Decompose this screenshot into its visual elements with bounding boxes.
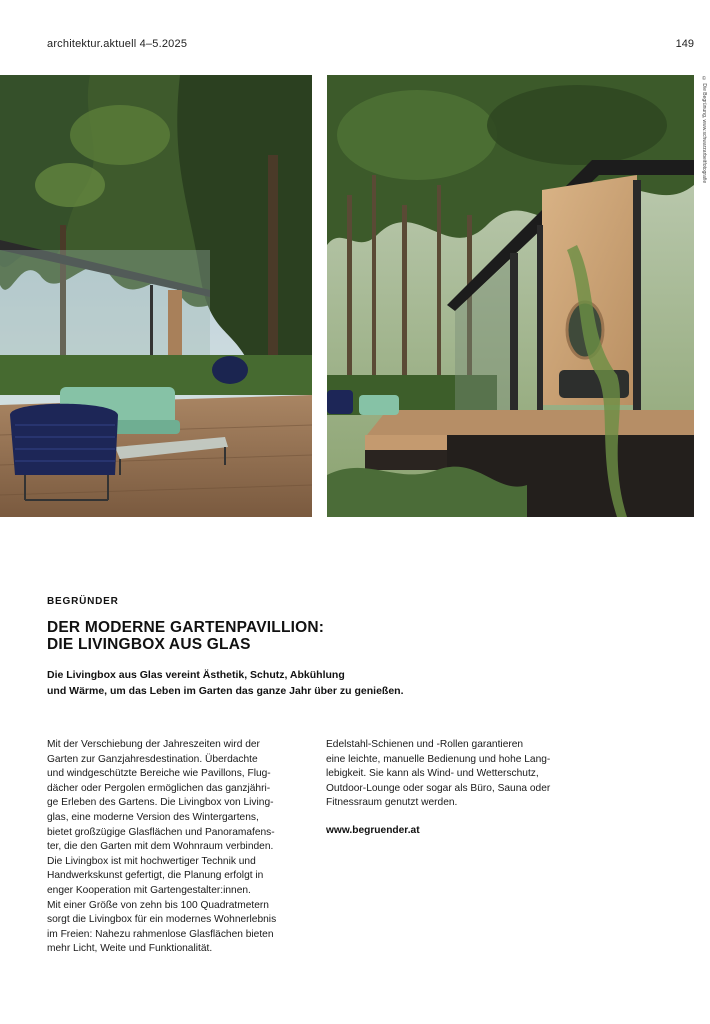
body-line: dächer oder Pergolen ermöglichen das ganzjähri- — [47, 782, 271, 794]
headline-line-1: DER MODERNE GARTENPAVILLION: — [47, 619, 325, 636]
article-headline — [47, 619, 467, 653]
body-line: im Freien: Nahezu rahmenlose Glasflächen bieten — [47, 928, 274, 940]
body-line: enger Kooperation mit Gartengestalter:innen. — [47, 884, 251, 896]
body-column-right — [326, 738, 588, 811]
body-line: Mit der Verschiebung der Jahreszeiten wird der — [47, 739, 260, 750]
body-line: Edelstahl-Schienen und -Rollen garantieren — [326, 739, 524, 750]
body-line: ge Erleben des Gartens. Die Livingbox von Living- — [47, 797, 274, 809]
body-line: ter, die den Garten mit dem Wohnraum verbinden. — [47, 841, 274, 853]
body-line: glas, eine moderne Version des Wintergartens, — [47, 811, 259, 823]
body-line: Mit einer Größe von zehn bis 100 Quadratmetern — [47, 899, 269, 911]
page-header-magazine: architektur.aktuell 4–5.2025 — [47, 38, 188, 50]
article-lead — [47, 667, 447, 699]
body-line: Die Livingbox ist mit hochwertiger Technik und — [47, 855, 256, 867]
page-number: 149 — [675, 38, 694, 50]
body-line: lebigkeit. Sie kann als Wind- und Wetterschutz, — [326, 768, 539, 780]
body-line: bietet großzügige Glasflächen und Panoramafens- — [47, 826, 275, 838]
body-line: Fitnessraum genutzt werden. — [326, 797, 458, 809]
body-line: sorgt die Livingbox für ein modernes Wohnerlebnis — [47, 914, 277, 926]
lead-line-1: Die Livingbox aus Glas vereint Ästhetik, Schutz, Abkühlung — [47, 669, 345, 681]
photo-wooden-pavilion-forest — [327, 75, 694, 517]
photo-glass-pavilion-patio — [0, 75, 312, 517]
body-line: Garten zur Ganzjahresdestination. Überdachte — [47, 753, 258, 765]
article-kicker: BEGRÜNDER — [47, 596, 119, 607]
body-line: eine leichte, manuelle Bedienung und hohe Lang- — [326, 753, 551, 765]
headline-line-2: DIE LIVINGBOX AUS GLAS — [47, 636, 251, 653]
body-line: und windgeschützte Bereiche wie Pavillons, Flug- — [47, 768, 271, 780]
photo-credit: © Die Begrünung, www.schwarzarbeitfotografie — [701, 76, 707, 184]
body-line: Outdoor-Lounge oder sogar als Büro, Sauna oder — [326, 782, 551, 794]
lead-line-2: und Wärme, um das Leben im Garten das ganze Jahr über zu genießen. — [47, 685, 404, 697]
website-link[interactable]: www.begruender.at — [326, 825, 420, 836]
body-line: Handwerkskunst gefertigt, die Planung erfolgt in — [47, 870, 264, 882]
body-column-left — [47, 738, 309, 957]
body-line: mehr Licht, Weite und Funktionalität. — [47, 943, 213, 955]
